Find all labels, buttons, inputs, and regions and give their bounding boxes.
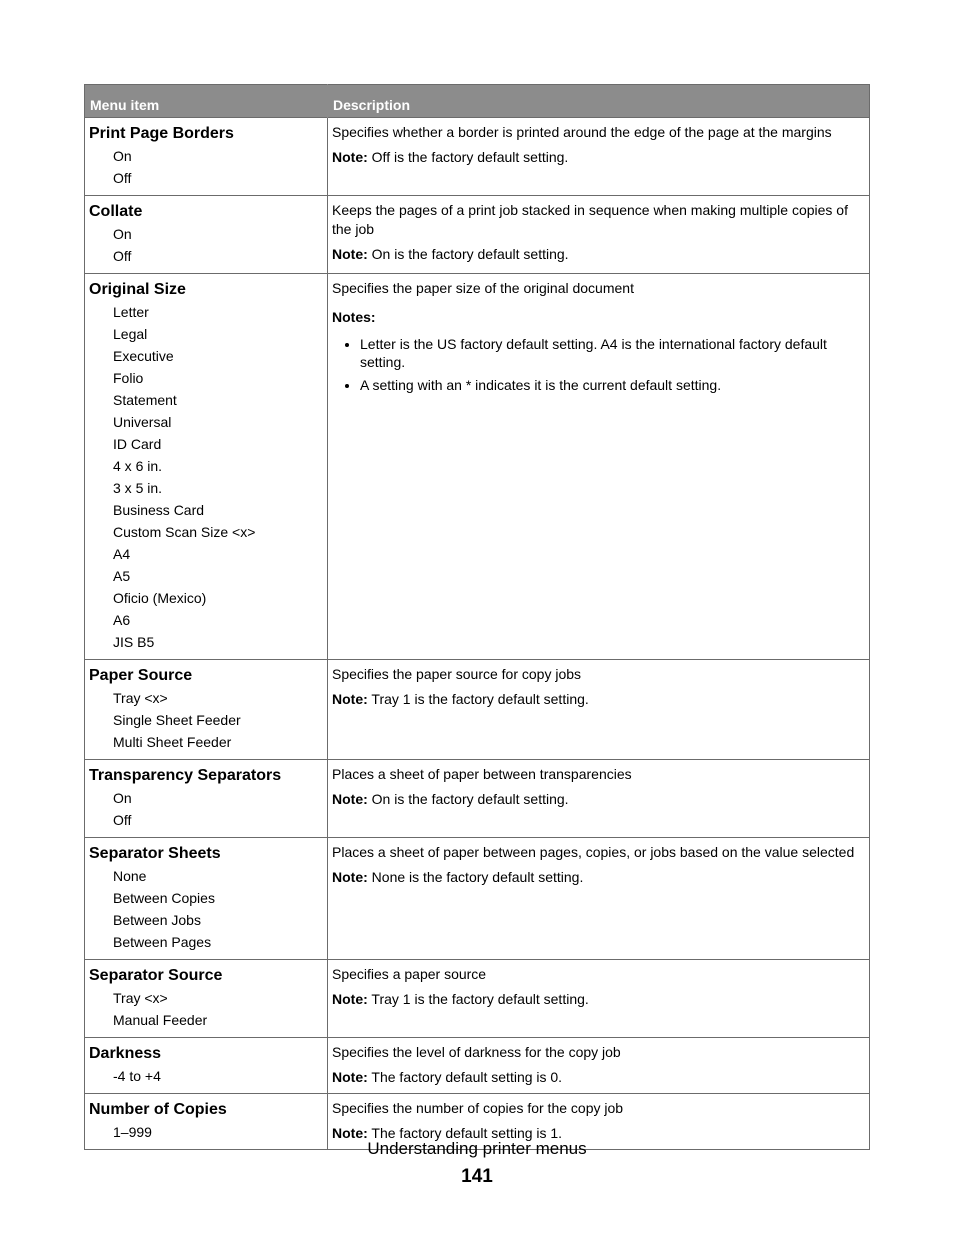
footer-section-title: Understanding printer menus — [367, 1139, 587, 1158]
header-description: Description — [328, 85, 870, 118]
menu-item-option: Between Jobs — [113, 912, 201, 928]
note-label: Note: — [332, 869, 368, 885]
menu-item-option: Oficio (Mexico) — [113, 590, 207, 606]
menu-item-option: On — [113, 148, 132, 164]
description-cell — [328, 1038, 870, 1094]
menu-item-option: Tray <x> — [113, 990, 168, 1006]
menu-item-option: A5 — [113, 568, 131, 584]
menu-item-cell — [85, 838, 328, 960]
description-text: Places a sheet of paper between pages, copies, or jobs based on the value selected — [332, 844, 855, 860]
note-line — [332, 790, 865, 809]
menu-item-option: Single Sheet Feeder — [113, 712, 241, 728]
note-line — [332, 990, 865, 1009]
menu-item-title: Number of Copies — [89, 1101, 227, 1118]
note-line — [332, 245, 865, 264]
menu-item-option: Statement — [113, 392, 177, 408]
header-menu-item: Menu item — [85, 85, 328, 118]
menu-table — [84, 84, 870, 1150]
table-row — [85, 660, 870, 760]
table-row — [85, 274, 870, 660]
menu-item-option: 3 x 5 in. — [113, 480, 163, 496]
note-label: Note: — [332, 691, 368, 707]
menu-item-option: Custom Scan Size <x> — [113, 524, 256, 540]
description-text: Places a sheet of paper between transparencies — [332, 766, 632, 782]
table-row — [85, 118, 870, 196]
menu-item-title: Collate — [89, 203, 143, 220]
description-text: Specifies whether a border is printed around the edge of the page at the margins — [332, 124, 832, 140]
description-text: Keeps the pages of a print job stacked in sequence when making multiple copies of the job — [332, 202, 848, 237]
note-line — [332, 1068, 865, 1087]
menu-item-cell — [85, 274, 328, 660]
note-label: Note: — [332, 791, 368, 807]
note-label: Note: — [332, 246, 368, 262]
menu-item-title: Darkness — [89, 1045, 162, 1062]
menu-item-option: Multi Sheet Feeder — [113, 734, 232, 750]
note-text: Tray 1 is the factory default setting. — [371, 991, 589, 1007]
menu-item-option: -4 to +4 — [113, 1068, 161, 1084]
table-row — [85, 838, 870, 960]
menu-item-option: Tray <x> — [113, 690, 168, 706]
note-text: The factory default setting is 1. — [371, 1125, 563, 1141]
description-cell — [328, 274, 870, 660]
description-text: Specifies the paper size of the original document — [332, 280, 634, 296]
note-line — [332, 148, 865, 167]
menu-item-title: Separator Source — [89, 967, 223, 984]
description-text: Specifies the number of copies for the copy job — [332, 1100, 624, 1116]
menu-item-title: Separator Sheets — [89, 845, 221, 862]
description-text: Specifies the level of darkness for the copy job — [332, 1044, 621, 1060]
menu-item-option: A6 — [113, 612, 131, 628]
description-cell — [328, 760, 870, 838]
note-text: None is the factory default setting. — [371, 869, 584, 885]
notes-list-item: • Letter is the US factory default setting. A4 is the international factory default setting. — [360, 335, 865, 371]
table-row — [85, 760, 870, 838]
menu-item-cell — [85, 960, 328, 1038]
description-text: Specifies a paper source — [332, 966, 487, 982]
menu-item-option: ID Card — [113, 436, 162, 452]
note-label: Note: — [332, 1069, 368, 1085]
menu-item-option: On — [113, 226, 132, 242]
menu-item-option: 1–999 — [113, 1124, 152, 1140]
description-cell — [328, 838, 870, 960]
description-text: Specifies the paper source for copy jobs — [332, 666, 582, 682]
menu-item-option: Executive — [113, 348, 174, 364]
menu-item-option: JIS B5 — [113, 634, 155, 650]
table-header-row — [85, 85, 870, 118]
menu-item-option: None — [113, 868, 147, 884]
note-label: Note: — [332, 1125, 368, 1141]
note-text: Off is the factory default setting. — [371, 149, 569, 165]
menu-item-cell — [85, 196, 328, 274]
menu-item-cell — [85, 1038, 328, 1094]
menu-item-option: Letter — [113, 304, 149, 320]
menu-item-option: Between Pages — [113, 934, 212, 950]
menu-item-cell — [85, 118, 328, 196]
menu-item-option: Manual Feeder — [113, 1012, 208, 1028]
notes-heading: Notes: — [332, 309, 376, 325]
menu-item-option: Off — [113, 812, 132, 828]
description-cell — [328, 196, 870, 274]
menu-item-option: Off — [113, 248, 132, 264]
menu-item-cell — [85, 760, 328, 838]
menu-item-title: Original Size — [89, 281, 186, 298]
description-cell — [328, 960, 870, 1038]
menu-item-title: Transparency Separators — [89, 767, 282, 784]
table-row — [85, 1038, 870, 1094]
menu-item-option: Folio — [113, 370, 144, 386]
menu-item-option: On — [113, 790, 132, 806]
menu-item-option: Business Card — [113, 502, 205, 518]
note-line — [332, 690, 865, 709]
menu-item-cell — [85, 660, 328, 760]
notes-list-item: • A setting with an * indicates it is the current default setting. — [360, 376, 865, 394]
menu-item-title: Print Page Borders — [89, 125, 234, 142]
note-text: On is the factory default setting. — [371, 791, 569, 807]
page-number: 141 — [461, 1166, 493, 1187]
notes-list — [332, 335, 865, 394]
note-text: The factory default setting is 0. — [371, 1069, 563, 1085]
menu-item-option: Universal — [113, 414, 172, 430]
table-body — [85, 118, 870, 1150]
menu-item-title: Paper Source — [89, 667, 193, 684]
note-label: Note: — [332, 149, 368, 165]
table-row — [85, 960, 870, 1038]
table-row — [85, 196, 870, 274]
menu-item-option: 4 x 6 in. — [113, 458, 163, 474]
description-cell — [328, 660, 870, 760]
menu-item-option: Legal — [113, 326, 148, 342]
description-cell — [328, 118, 870, 196]
note-text: On is the factory default setting. — [371, 246, 569, 262]
menu-item-option: A4 — [113, 546, 131, 562]
note-text: Tray 1 is the factory default setting. — [371, 691, 589, 707]
note-line — [332, 868, 865, 887]
menu-item-option: Off — [113, 170, 132, 186]
note-label: Note: — [332, 991, 368, 1007]
menu-item-option: Between Copies — [113, 890, 215, 906]
